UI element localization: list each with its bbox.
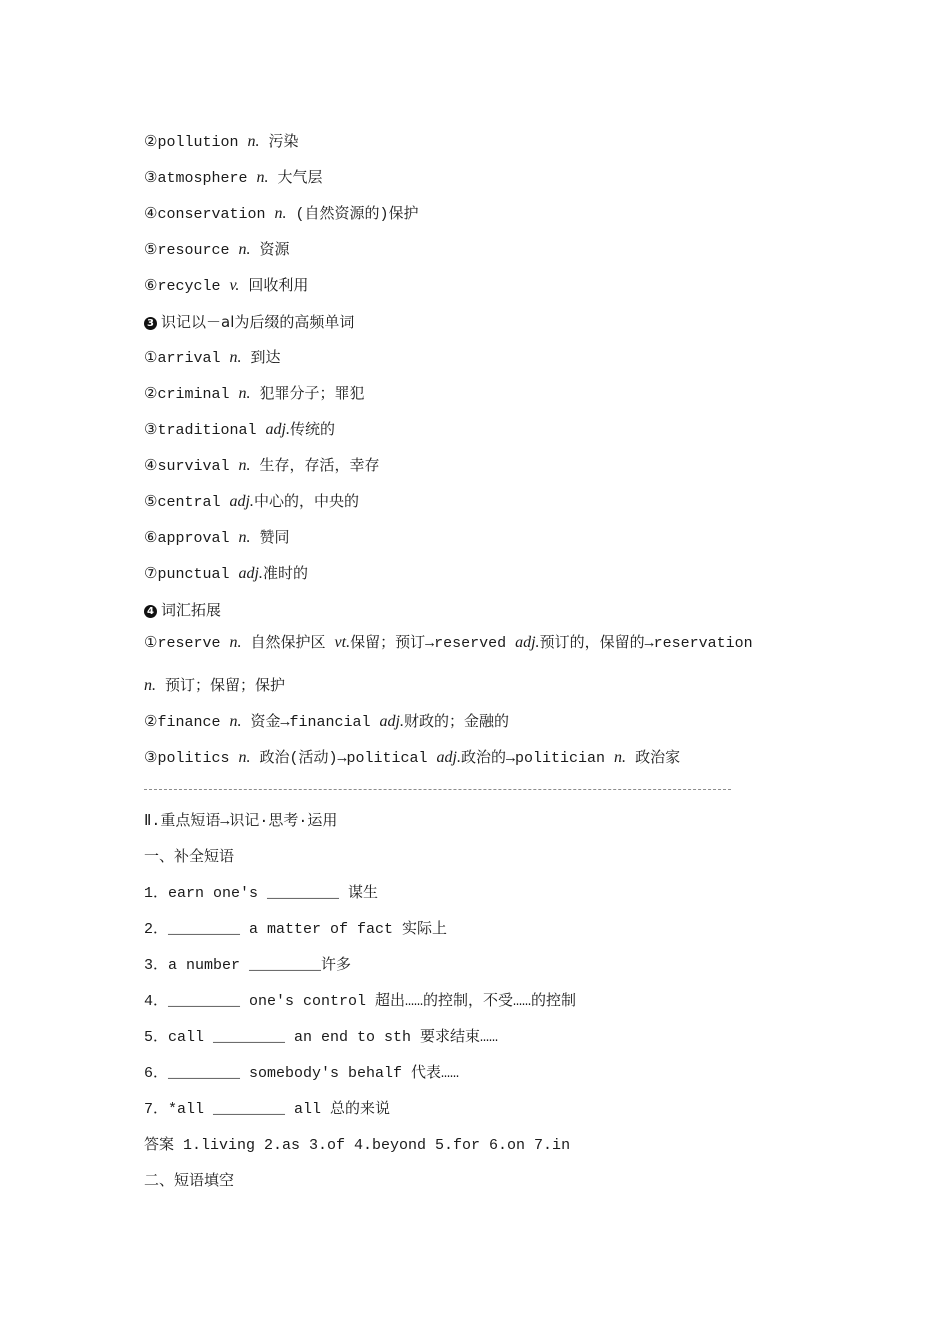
item-number: ④ <box>144 206 158 223</box>
vocab-meaning: 准时的 <box>262 566 308 583</box>
vocab-word: pollution <box>157 134 239 151</box>
vocab-meaning: 预订；保留；保护 <box>165 678 286 695</box>
part-of-speech: vt. <box>334 634 351 651</box>
vocab-word: approval <box>157 530 230 547</box>
vocab-word: recycle <box>157 278 221 295</box>
item-number: ① <box>144 635 158 652</box>
item-number: ① <box>144 350 158 367</box>
phrase-item: 5．call ________ an end to sth 要求结束…… <box>144 1029 499 1046</box>
expansion-item <box>144 740 824 776</box>
part-of-speech: adj. <box>265 421 290 438</box>
part-of-speech: adj. <box>238 565 263 582</box>
answer-key: 答案 1.living 2.as 3.of 4.beyond 5.for 6.on 7.in <box>144 1137 571 1154</box>
part-of-speech: adj. <box>436 749 461 766</box>
item-number: ⑥ <box>144 278 158 295</box>
part-of-speech: n. <box>256 169 269 186</box>
phrase-item: 3．a number ________许多 <box>144 957 352 974</box>
expansion-item <box>144 628 824 668</box>
vocab-item <box>144 484 824 520</box>
vocab-item <box>144 556 824 592</box>
vocab-meaning: 传统的 <box>289 422 335 439</box>
item-number: ③ <box>144 422 158 439</box>
vocab-word: arrival <box>157 350 221 367</box>
phrase-item: 1．earn one's ________ 谋生 <box>144 885 379 902</box>
phrase-item: 6．________ somebody's behalf 代表…… <box>144 1065 460 1082</box>
vocab-word: politics <box>157 750 230 767</box>
item-number: ⑤ <box>144 494 158 511</box>
part-of-speech: n. <box>274 205 287 222</box>
section-divider <box>144 789 731 790</box>
vocab-meaning: 犯罪分子；罪犯 <box>259 386 365 403</box>
expansion-item-continuation <box>144 668 824 704</box>
part-of-speech: adj. <box>379 713 404 730</box>
vocab-item <box>144 412 824 448</box>
subsection-heading: 一、补全短语 <box>144 849 235 866</box>
part-of-speech: n. <box>229 713 242 730</box>
item-number: ② <box>144 134 158 151</box>
item-number: ② <box>144 386 158 403</box>
expansion-item <box>144 704 824 740</box>
vocab-meaning: 中心的，中央的 <box>253 494 359 511</box>
part-of-speech: n. <box>614 749 627 766</box>
vocab-meaning: 财政的；金融的 <box>403 714 509 731</box>
vocab-word: finance <box>157 714 221 731</box>
section-title: 词汇拓展 <box>161 601 222 619</box>
part-of-speech: n. <box>238 457 251 474</box>
vocab-word: central <box>157 494 221 511</box>
section-heading-3 <box>144 304 824 340</box>
vocab-item <box>144 196 824 232</box>
vocab-item <box>144 232 824 268</box>
vocab-meaning: 污染 <box>268 134 299 151</box>
part-of-speech: n. <box>238 749 251 766</box>
vocab-meaning: (自然资源的)保护 <box>295 206 419 223</box>
part-of-speech: n. <box>238 529 251 546</box>
section-title: 识记以－al为后缀的高频单词 <box>161 313 355 331</box>
vocab-word: traditional <box>157 422 257 439</box>
vocab-item <box>144 160 824 196</box>
phrase-item: 2．________ a matter of fact 实际上 <box>144 921 448 938</box>
vocab-meaning: 保留；预订→reserved <box>350 635 507 652</box>
vocab-word: survival <box>157 458 230 475</box>
part2-heading: Ⅱ.重点短语→识记·思考·运用 <box>144 813 338 830</box>
vocab-word: punctual <box>157 566 230 583</box>
vocab-word: conservation <box>157 206 266 223</box>
subsection-heading: 二、短语填空 <box>144 1173 235 1190</box>
document-page <box>144 124 824 1200</box>
part-of-speech: n. <box>229 634 242 651</box>
vocab-meaning: 预订的，保留的→reservation <box>539 635 753 652</box>
vocab-item <box>144 340 824 376</box>
part-of-speech: v. <box>229 277 240 294</box>
part-of-speech: n. <box>144 677 156 694</box>
vocab-item <box>144 124 824 160</box>
part-of-speech: n. <box>247 133 260 150</box>
part-of-speech: n. <box>238 385 251 402</box>
vocab-meaning: 大气层 <box>277 170 323 187</box>
vocab-meaning: 政治(活动)→political <box>259 750 428 767</box>
vocab-word: atmosphere <box>157 170 248 187</box>
numbered-bullet-icon: 3 <box>144 317 157 330</box>
vocab-meaning: 生存，存活，幸存 <box>259 458 380 475</box>
vocab-word: criminal <box>157 386 230 403</box>
item-number: ⑤ <box>144 242 158 259</box>
vocab-meaning: 自然保护区 <box>250 635 326 652</box>
section-heading-4 <box>144 592 824 628</box>
item-number: ④ <box>144 458 158 475</box>
part-of-speech: adj. <box>229 493 254 510</box>
vocab-word: reserve <box>157 635 221 652</box>
phrase-item: 4．________ one's control 超出……的控制，不受……的控制 <box>144 993 577 1010</box>
vocab-item <box>144 448 824 484</box>
vocab-meaning: 赞同 <box>259 530 290 547</box>
vocab-meaning: 资金→financial <box>250 714 371 731</box>
vocab-item <box>144 520 824 556</box>
part-of-speech: adj. <box>515 634 540 651</box>
vocab-meaning: 到达 <box>250 350 281 367</box>
vocab-meaning: 回收利用 <box>248 278 309 295</box>
item-number: ② <box>144 714 158 731</box>
part-of-speech: n. <box>238 241 251 258</box>
vocab-meaning: 政治家 <box>635 750 681 767</box>
item-number: ⑦ <box>144 566 158 583</box>
phrase-item: 7．*all ________ all 总的来说 <box>144 1101 391 1118</box>
item-number: ⑥ <box>144 530 158 547</box>
vocab-meaning: 政治的→politician <box>461 750 606 767</box>
item-number: ③ <box>144 170 158 187</box>
numbered-bullet-icon: 4 <box>144 605 157 618</box>
part-of-speech: n. <box>229 349 242 366</box>
item-number: ③ <box>144 750 158 767</box>
vocab-item <box>144 268 824 304</box>
vocab-meaning: 资源 <box>259 242 290 259</box>
vocab-item <box>144 376 824 412</box>
vocab-word: resource <box>157 242 230 259</box>
